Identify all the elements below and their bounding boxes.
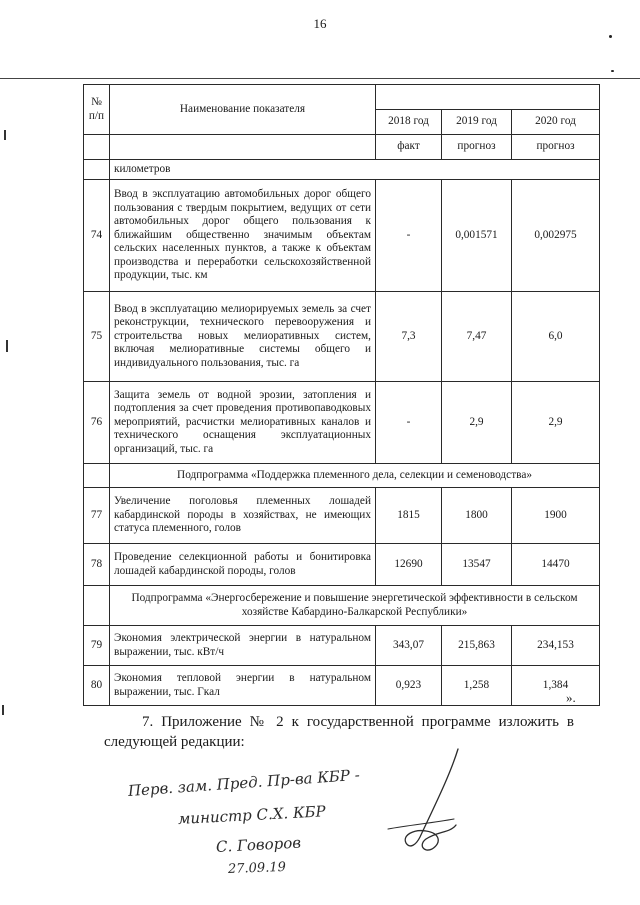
continuation-num: [84, 160, 110, 180]
scan-edge-mark: [2, 705, 4, 715]
amendment-paragraph: 7. Приложение № 2 к государственной программе изложить в следующей редакции:: [104, 714, 574, 751]
section-num-spacer: [84, 464, 110, 488]
row-value-2019: 7,47: [442, 292, 512, 382]
subprogram-heading: Подпрограмма «Поддержка племенного дела, селекции и семеноводства»: [110, 464, 600, 488]
row-name: Ввод в эксплуатацию автомобильных дорог общего пользования с твердым покрытием, ведущих от сети автомобильных дорог общего пользования к ближайшим общественно значимым объектам сельских населенных пунктов, а также к объектам производства и переработки сельскохозяйственной продукции, тыс. км: [110, 180, 376, 292]
table-row: [84, 292, 600, 382]
subprogram-heading: Подпрограмма «Энергосбережение и повышение энергетической эффективности в сельском хозяйстве Кабардино-Балкарской Республики»: [110, 586, 600, 626]
indicators-table: [83, 84, 600, 706]
row-value-2019: 215,863: [442, 626, 512, 666]
row-num: 80: [84, 666, 110, 706]
row-value-2018: 12690: [376, 544, 442, 586]
table-row: [84, 626, 600, 666]
row-name: Экономия тепловой энергии в натуральном выражении, тыс. Гкал: [110, 666, 376, 706]
row-value-2019: 13547: [442, 544, 512, 586]
row-value-2018: 343,07: [376, 626, 442, 666]
continuation-text: километров: [110, 160, 600, 180]
header-num: № п/п: [84, 85, 110, 135]
header-year-2019: 2019 год: [442, 110, 512, 135]
scan-border-line: [0, 78, 640, 79]
row-value-2018: 7,3: [376, 292, 442, 382]
header-type-2020: прогноз: [512, 135, 600, 160]
row-value-2020: 2,9: [512, 382, 600, 464]
row-value-2018: -: [376, 382, 442, 464]
row-value-2020: 6,0: [512, 292, 600, 382]
table-row: [84, 488, 600, 544]
scan-edge-mark: [4, 130, 6, 140]
row-value-2020: 0,002975: [512, 180, 600, 292]
table-row: [84, 544, 600, 586]
scan-speck: [609, 35, 612, 38]
row-value-2019: 2,9: [442, 382, 512, 464]
header-name-spacer: [110, 135, 376, 160]
row-num: 74: [84, 180, 110, 292]
row-num: 77: [84, 488, 110, 544]
row-num: 75: [84, 292, 110, 382]
row-name: Увеличение поголовья племенных лошадей кабардинской породы в хозяйствах, не имеющих статуса племенного, голов: [110, 488, 376, 544]
header-name: Наименование показателя: [110, 85, 376, 135]
handwritten-note-line-1: Перв. зам. Пред. Пр-ва КБР -: [127, 765, 361, 800]
header-type-2019: прогноз: [442, 135, 512, 160]
row-value-2018: 1815: [376, 488, 442, 544]
table-row: [84, 666, 600, 706]
header-type-2018: факт: [376, 135, 442, 160]
row-value-2020: 1900: [512, 488, 600, 544]
page-number: 16: [313, 16, 327, 31]
scan-edge-mark: [6, 340, 8, 352]
row-name: Ввод в эксплуатацию мелиорируемых земель за счет реконструкции, технического перевооружения и строительства новых мелиоративных систем, включая мелиоративные системы общего и индивидуального пользования, тыс. га: [110, 292, 376, 382]
row-name: Проведение селекционной работы и бонитировка лошадей кабардинской породы, голов: [110, 544, 376, 586]
header-year-2018: 2018 год: [376, 110, 442, 135]
row-name: Экономия электрической энергии в натуральном выражении, тыс. кВт/ч: [110, 626, 376, 666]
section-num-spacer: [84, 586, 110, 626]
table-row: [84, 382, 600, 464]
header-top-strip: [376, 85, 600, 110]
scan-speck: [611, 70, 614, 72]
row-value-2018: 0,923: [376, 666, 442, 706]
row-value-2020: 14470: [512, 544, 600, 586]
row-num: 76: [84, 382, 110, 464]
table-row: [84, 180, 600, 292]
row-value-2019: 1,258: [442, 666, 512, 706]
row-num: 79: [84, 626, 110, 666]
row-value-2019: 0,001571: [442, 180, 512, 292]
row-value-2020: 234,153: [512, 626, 600, 666]
header-year-2020: 2020 год: [512, 110, 600, 135]
handwritten-note-line-3: С. Говоров: [215, 833, 302, 856]
row-value-2020: 1,384: [512, 666, 600, 706]
handwritten-note-line-2: министр С.Х. КБР: [177, 802, 327, 828]
row-name: Защита земель от водной эрозии, затопления и подтопления за счет проведения противопаводковых мероприятий, расчистки мелиоративных каналов и технического оснащения эксплуатационных организаций, тыс. га: [110, 382, 376, 464]
header-num-spacer: [84, 135, 110, 160]
signature-mark: [380, 745, 480, 865]
row-num: 78: [84, 544, 110, 586]
handwritten-note-line-4: 27.09.19: [227, 859, 287, 877]
row-value-2019: 1800: [442, 488, 512, 544]
row-value-2018: -: [376, 180, 442, 292]
closing-quote: ».: [566, 690, 576, 705]
